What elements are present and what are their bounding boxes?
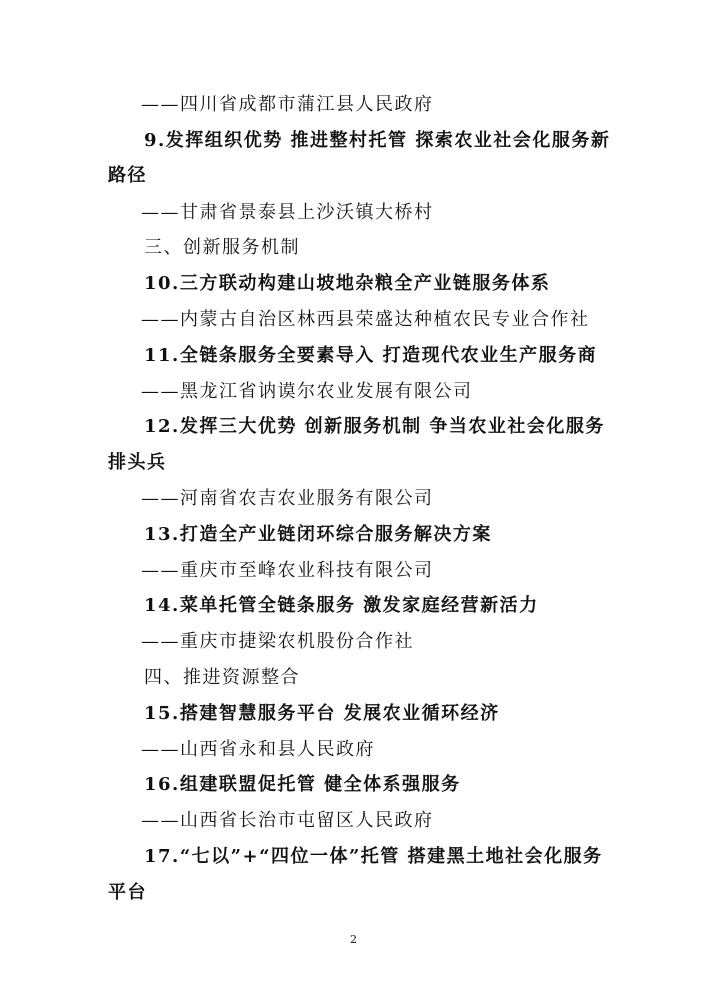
source-line: ——河南省农吉农业服务有限公司 [141, 488, 434, 509]
source-line: ——内蒙古自治区林西县荣盛达种植农民专业合作社 [141, 309, 590, 330]
source-line: ——黑龙江省讷谟尔农业发展有限公司 [141, 381, 473, 402]
source-line: ——山西省长治市屯留区人民政府 [141, 810, 434, 831]
source-line: ——重庆市捷梁农机股份合作社 [141, 631, 414, 652]
item-title: 15.搭建智慧服务平台 发展农业循环经济 [144, 703, 500, 724]
source-line: ——甘肃省景泰县上沙沃镇大桥村 [141, 202, 434, 223]
item-title-continuation: 路径 [108, 165, 147, 186]
section-heading: 四、推进资源整合 [144, 667, 300, 688]
item-title: 9.发挥组织优势 推进整村托管 探索农业社会化服务新 [144, 130, 611, 151]
item-title: 13.打造全产业链闭环综合服务解决方案 [144, 524, 492, 545]
item-title: 17.“七以”+“四位一体”托管 搭建黑土地社会化服务 [144, 846, 603, 867]
item-title-continuation: 平台 [108, 882, 147, 903]
item-title-continuation: 排头兵 [108, 452, 167, 473]
source-line: ——重庆市至峰农业科技有限公司 [141, 560, 434, 581]
item-title: 14.菜单托管全链条服务 激发家庭经营新活力 [144, 595, 539, 616]
source-line: ——山西省永和县人民政府 [141, 739, 375, 760]
item-title: 16.组建联盟促托管 健全体系强服务 [144, 774, 461, 795]
page-number: 2 [350, 933, 357, 946]
source-line: ——四川省成都市蒲江县人民政府 [141, 94, 434, 115]
item-title: 12.发挥三大优势 创新服务机制 争当农业社会化服务 [144, 416, 605, 437]
section-heading: 三、创新服务机制 [144, 237, 300, 258]
item-title: 10.三方联动构建山坡地杂粮全产业链服务体系 [144, 273, 551, 294]
item-title: 11.全链条服务全要素导入 打造现代农业生产服务商 [144, 345, 598, 366]
